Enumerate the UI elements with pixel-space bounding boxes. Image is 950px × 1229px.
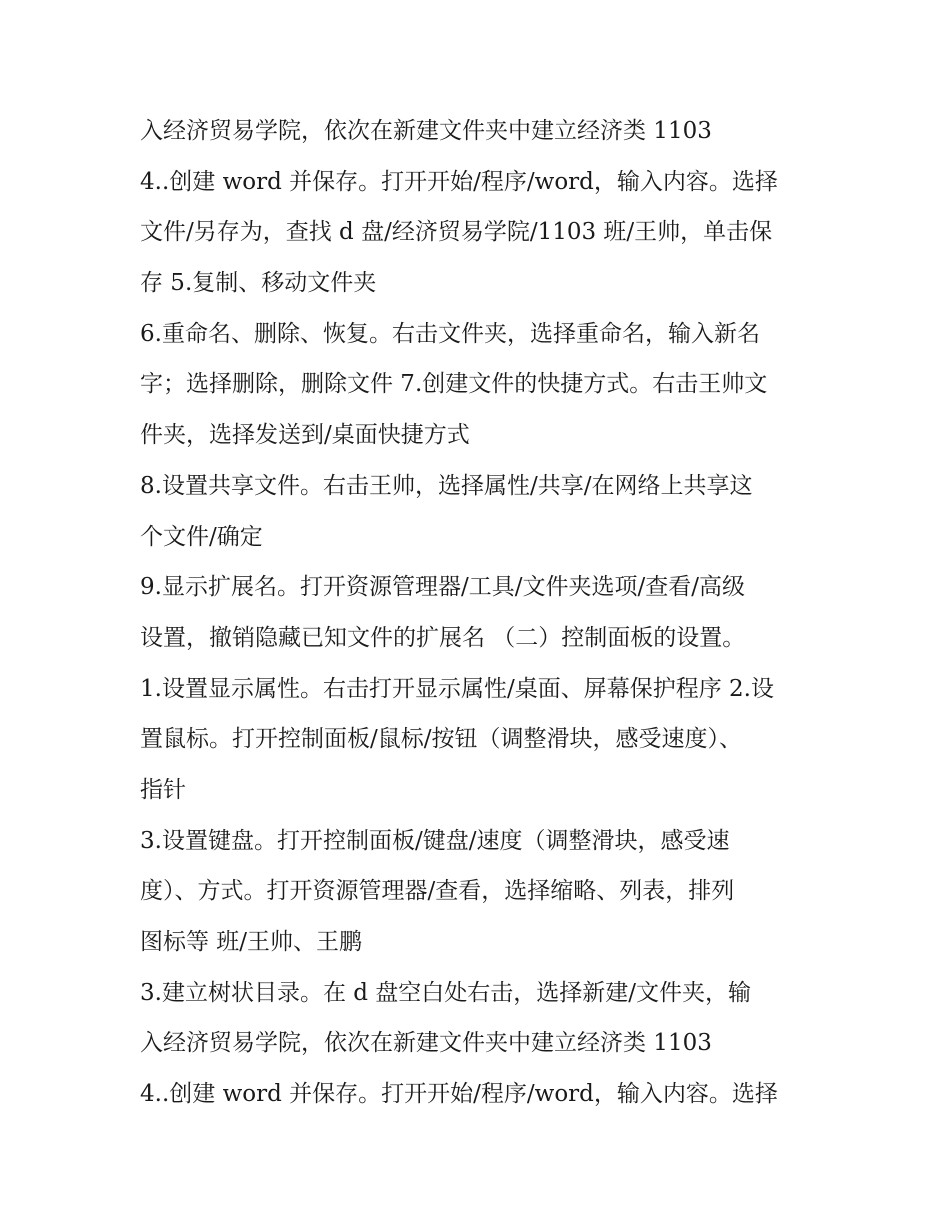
text-line: 个文件/确定 [140, 523, 263, 550]
text-line: 3.设置键盘。打开控制面板/键盘/速度（调整滑块，感受速 [140, 827, 730, 854]
text-line: 文件/另存为，查找 d 盘/经济贸易学院/1103 班/王帅，单击保 [140, 219, 773, 246]
text-line: 图标等 班/王帅、王鹏 [140, 929, 363, 955]
text-line: 8.设置共享文件。右击王帅，选择属性/共享/在网络上共享这 [140, 472, 753, 499]
text-line: 1.设置显示属性。右击打开显示属性/桌面、屏幕保护程序 2.设 [140, 675, 774, 702]
text-line: 3.建立树状目录。在 d 盘空白处右击，选择新建/文件夹，输 [140, 979, 752, 1006]
text-line: 9.显示扩展名。打开资源管理器/工具/文件夹选项/查看/高级 [140, 574, 745, 601]
text-line: 指针 [140, 776, 186, 803]
text-line: 存 5.复制、移动文件夹 [140, 270, 377, 297]
text-line: 度）、方式。打开资源管理器/查看，选择缩略、列表，排列 [140, 878, 735, 905]
text-line: 入经济贸易学院，依次在新建文件夹中建立经济类 1103 [140, 118, 712, 144]
text-line: 件夹，选择发送到/桌面快捷方式 [140, 422, 470, 449]
text-line: 6.重命名、删除、恢复。右击文件夹，选择重命名，输入新名 [140, 320, 760, 347]
text-line: 入经济贸易学院，依次在新建文件夹中建立经济类 1103 [140, 1030, 712, 1057]
document-body [140, 106, 820, 1120]
text-line: 字；选择删除，删除文件 7.创建文件的快捷方式。右击王帅文 [140, 371, 768, 398]
text-line: 置鼠标。打开控制面板/鼠标/按钮（调整滑块，感受速度）、 [140, 726, 742, 753]
text-line: 4..创建 word 并保存。打开开始/程序/word，输入内容。选择 [140, 1081, 778, 1108]
text-line: 4..创建 word 并保存。打开开始/程序/word，输入内容。选择 [140, 168, 778, 195]
text-line: 设置，撤销隐藏已知文件的扩展名 （二）控制面板的设置。 [140, 624, 746, 651]
